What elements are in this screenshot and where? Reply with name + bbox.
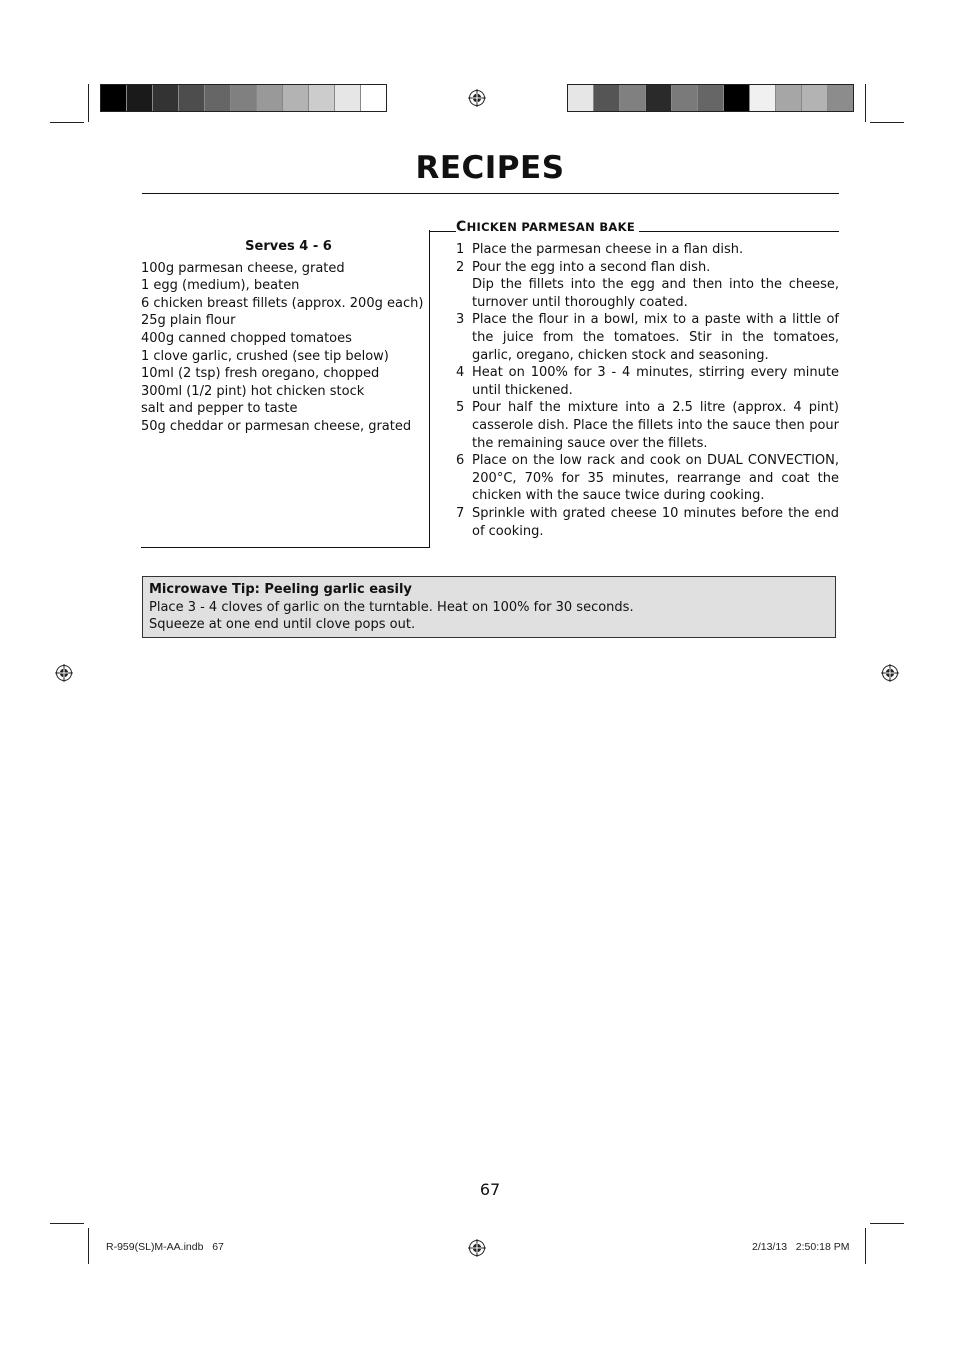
crop-mark xyxy=(50,122,84,123)
step-text xyxy=(472,311,839,364)
microwave-tip-box xyxy=(142,576,836,638)
step-text xyxy=(472,399,839,452)
step-number: 1 xyxy=(456,242,465,257)
color-calibration-bar-right xyxy=(567,84,854,112)
color-swatch xyxy=(153,85,179,111)
step-line: Place on the low rack and cook on DUAL CONVECTION, 200°C, 70% for 35 minutes, rearrange and coat the chicken with the sauce twice during cooking. xyxy=(472,453,839,504)
ingredient-item: 400g canned chopped tomatoes xyxy=(141,330,352,346)
ingredients-list xyxy=(141,260,426,436)
crop-mark xyxy=(50,1223,84,1224)
step-text xyxy=(472,452,839,505)
footer-timestamp: 2/13/13 2:50:18 PM xyxy=(752,1241,850,1253)
step-line: Heat on 100% for 3 - 4 minutes, stirring every minute until thickened. xyxy=(472,365,839,398)
ingredient-item: 6 chicken breast fillets (approx. 200g each) xyxy=(141,295,424,311)
step-text xyxy=(472,259,839,312)
step-line: Place the parmesan cheese in a flan dish. xyxy=(472,242,744,257)
color-swatch xyxy=(101,85,127,111)
crop-mark xyxy=(870,122,904,123)
color-swatch xyxy=(231,85,257,111)
step-text xyxy=(472,241,839,259)
color-swatch xyxy=(698,85,724,111)
ingredient-item: 300ml (1/2 pint) hot chicken stock xyxy=(141,383,365,399)
method-steps xyxy=(456,241,839,540)
ingredients-bottom-rule xyxy=(141,547,430,548)
recipe-title xyxy=(456,219,639,235)
tip-line: Place 3 - 4 cloves of garlic on the turntable. Heat on 100% for 30 seconds. xyxy=(149,599,634,615)
tip-title: Microwave Tip: Peeling garlic easily xyxy=(149,582,412,597)
recipe-title-initial: C xyxy=(456,219,467,235)
registration-mark-icon xyxy=(881,664,899,682)
column-divider xyxy=(429,230,430,548)
crop-mark xyxy=(870,1223,904,1224)
ingredient-item: 1 egg (medium), beaten xyxy=(141,278,300,294)
color-swatch xyxy=(724,85,750,111)
method-step xyxy=(456,505,839,540)
color-swatch xyxy=(127,85,153,111)
color-swatch xyxy=(257,85,283,111)
color-swatch xyxy=(283,85,309,111)
step-number: 4 xyxy=(456,365,465,381)
color-swatch xyxy=(594,85,620,111)
registration-mark-icon xyxy=(55,664,73,682)
ingredient-item: 10ml (2 tsp) fresh oregano, chopped xyxy=(141,366,380,382)
method-step xyxy=(456,399,839,452)
title-rule xyxy=(142,193,839,194)
color-swatch xyxy=(361,85,386,111)
registration-mark-icon xyxy=(468,89,486,107)
step-line: Pour the egg into a second flan dish. xyxy=(472,259,711,275)
tip-line: Squeeze at one end until clove pops out. xyxy=(149,617,416,633)
ingredient-item: 1 clove garlic, crushed (see tip below) xyxy=(141,348,389,364)
step-number: 3 xyxy=(456,312,465,328)
color-swatch xyxy=(776,85,802,111)
step-text xyxy=(472,364,839,399)
ingredient-item: 100g parmesan cheese, grated xyxy=(141,260,345,276)
step-number: 5 xyxy=(456,400,465,416)
step-text xyxy=(472,505,839,540)
color-swatch xyxy=(179,85,205,111)
color-calibration-bar-left xyxy=(100,84,387,112)
ingredient-item: salt and pepper to taste xyxy=(141,401,298,417)
color-swatch xyxy=(620,85,646,111)
recipe-title-rest: HICKEN PARMESAN BAKE xyxy=(466,220,635,234)
step-line: Pour half the mixture into a 2.5 litre (approx. 4 pint) casserole dish. Place the fillets into the sauce then pour the remaining sauce over the fillets. xyxy=(472,400,839,451)
footer-file-name: R-959(SL)M-AA.indb 67 xyxy=(106,1241,224,1253)
ingredient-item: 25g plain flour xyxy=(141,313,236,329)
color-swatch xyxy=(750,85,776,111)
color-swatch xyxy=(828,85,853,111)
color-swatch xyxy=(802,85,828,111)
step-number: 7 xyxy=(456,505,465,521)
color-swatch xyxy=(205,85,231,111)
method-step xyxy=(456,311,839,364)
ingredient-item: 50g cheddar or parmesan cheese, grated xyxy=(141,418,412,434)
step-line: Place the flour in a bowl, mix to a paste with a little of the juice from the tomatoes. Stir in the tomatoes, garlic, oregano, chicken stock and seasoning. xyxy=(472,312,839,363)
step-number: 2 xyxy=(456,259,465,275)
method-step xyxy=(456,364,839,399)
serves-label: Serves 4 - 6 xyxy=(245,239,332,254)
crop-mark xyxy=(865,1228,866,1264)
step-line: Sprinkle with grated cheese 10 minutes before the end of cooking. xyxy=(472,505,839,539)
color-swatch xyxy=(335,85,361,111)
crop-mark xyxy=(865,84,866,122)
method-step xyxy=(456,452,839,505)
page-number: 67 xyxy=(479,1180,501,1199)
method-step xyxy=(456,259,839,312)
method-step xyxy=(456,241,839,259)
color-swatch xyxy=(568,85,594,111)
step-line: Dip the fillets into the egg and then into the cheese, turnover until thoroughly coated. xyxy=(472,277,839,310)
page-title: RECIPES xyxy=(415,150,565,186)
registration-mark-icon xyxy=(468,1239,486,1257)
step-number: 6 xyxy=(456,453,465,469)
color-swatch xyxy=(309,85,335,111)
color-swatch xyxy=(646,85,672,111)
color-swatch xyxy=(672,85,698,111)
ingredients-panel xyxy=(141,238,426,436)
crop-mark xyxy=(88,1228,89,1264)
crop-mark xyxy=(88,84,89,122)
